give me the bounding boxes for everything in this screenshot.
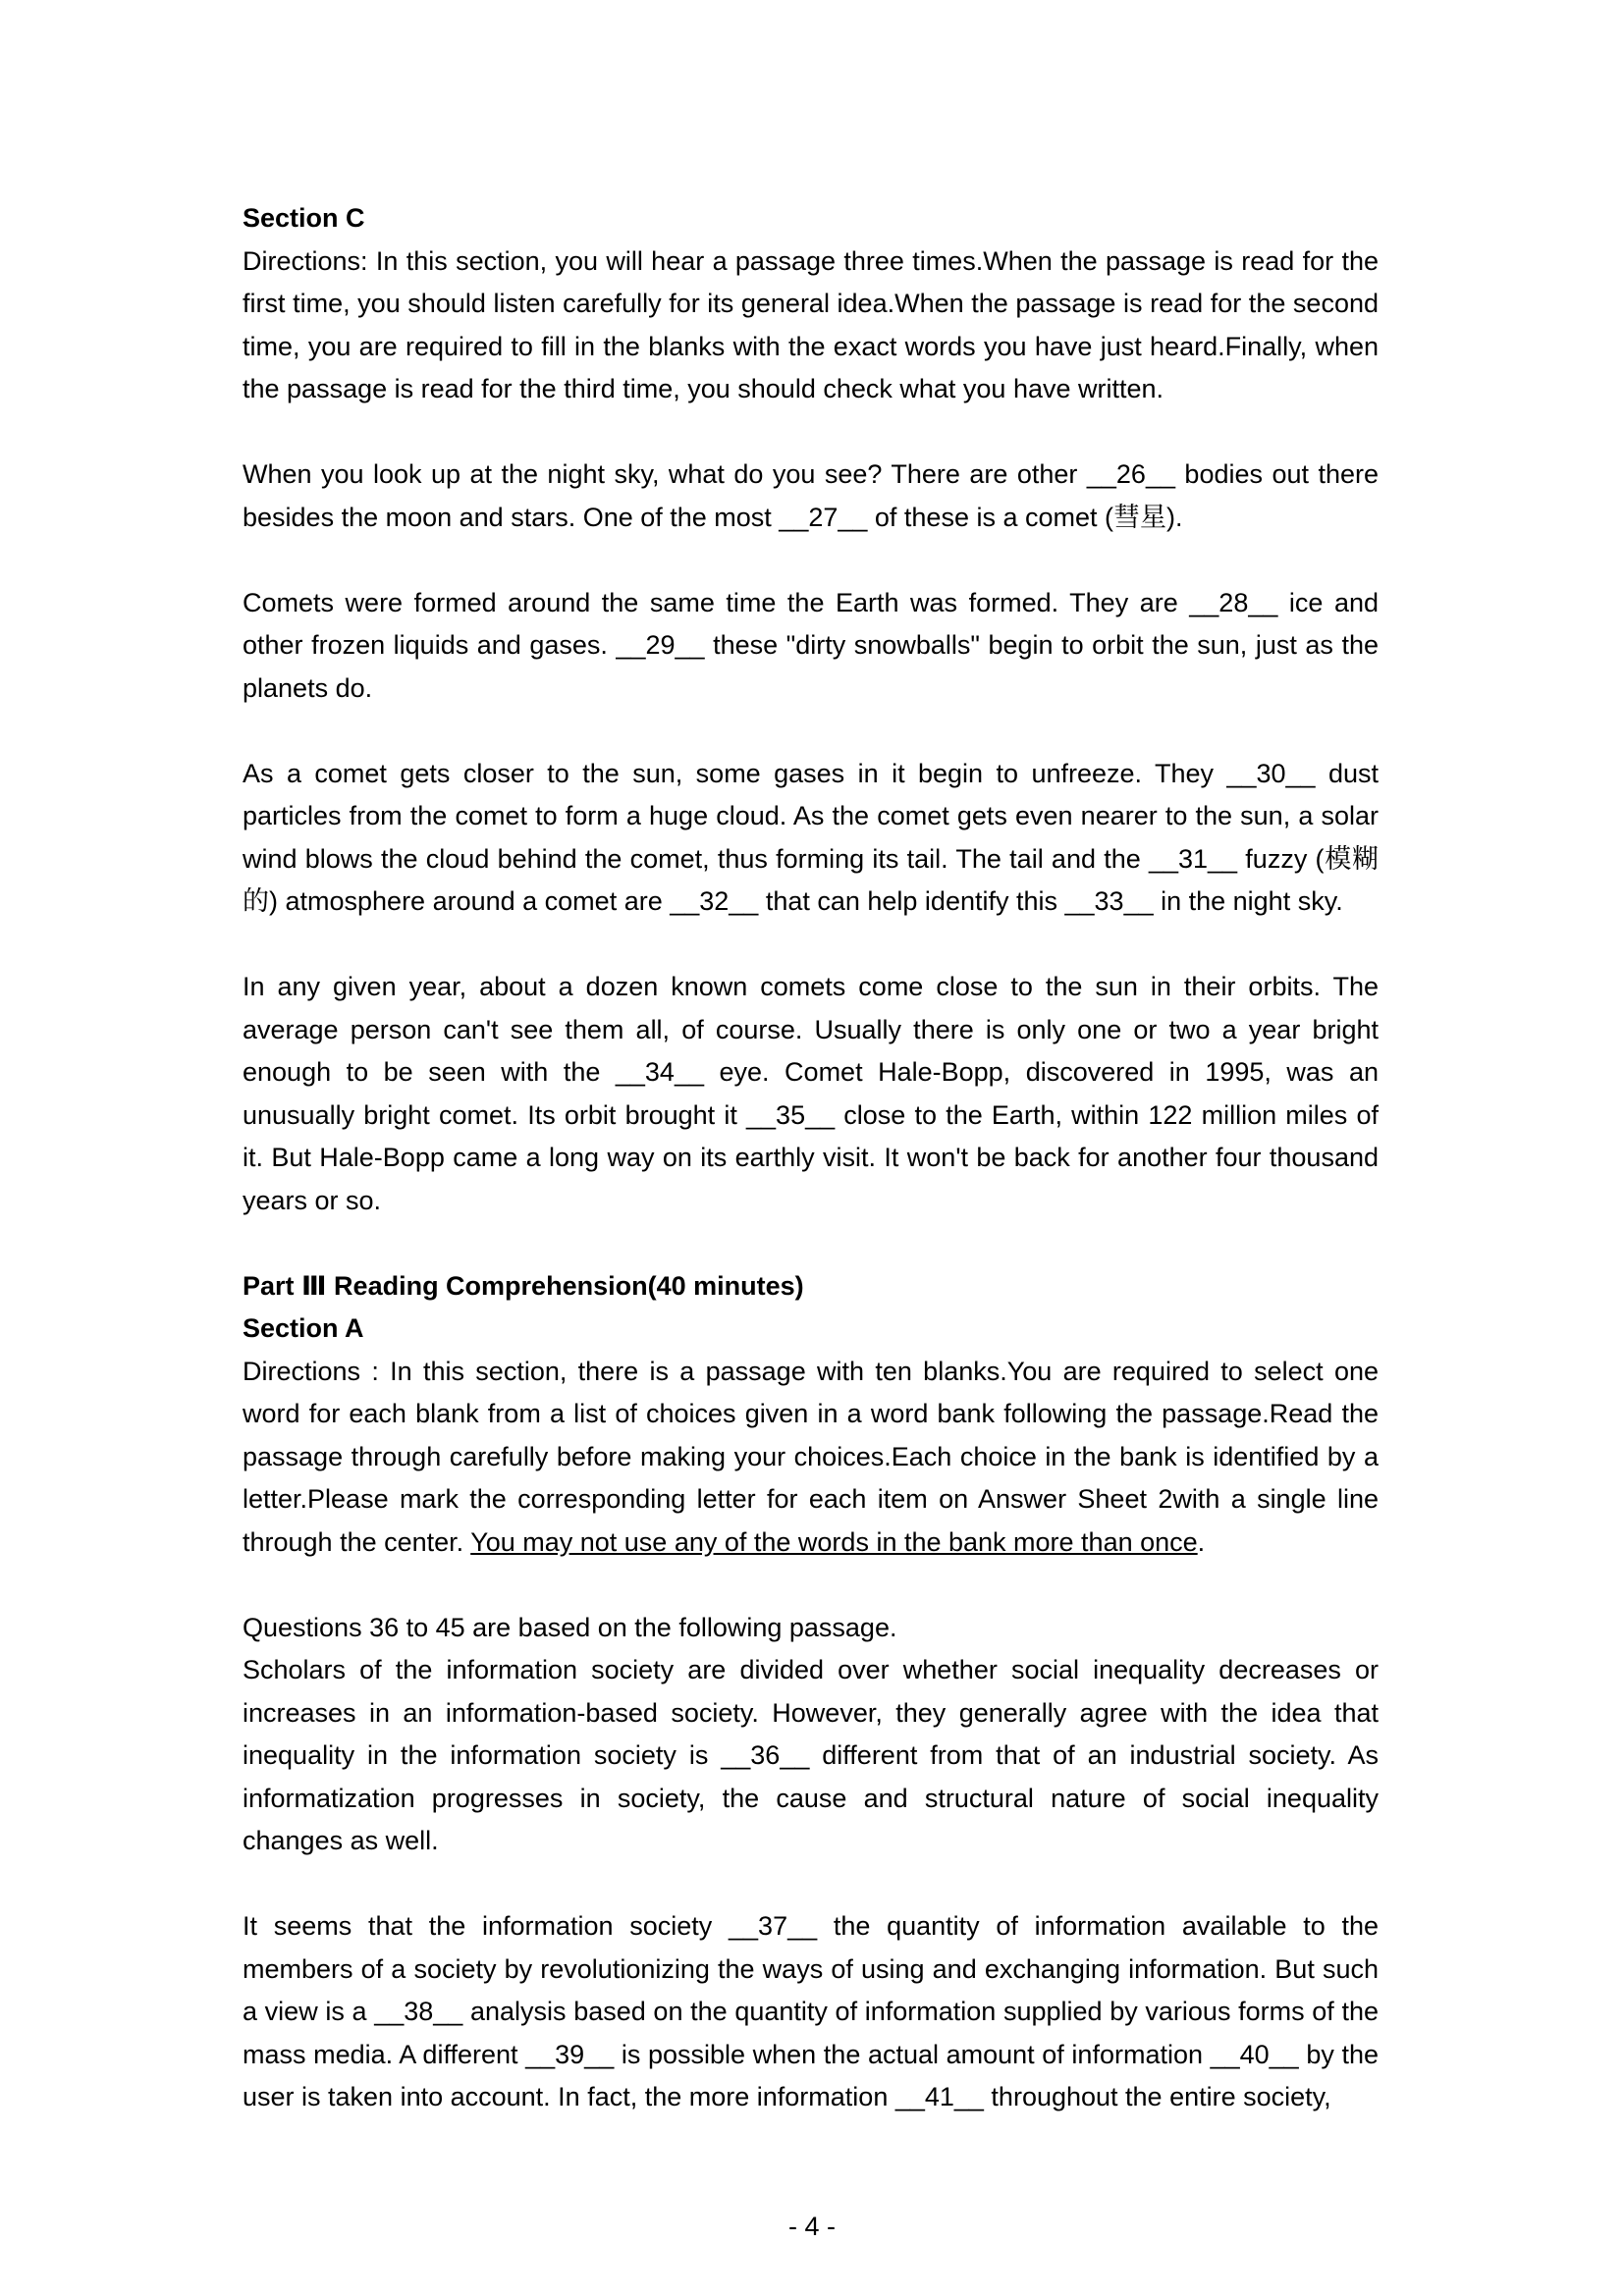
listening-passage-paragraph-2: Comets were formed around the same time the Earth was formed. They are __28__ ice and other frozen liquids and gases. __29__ these "dirty snowballs" begin to orbit the sun, just as the planets do. bbox=[243, 587, 1379, 703]
section-a-directions bbox=[243, 1351, 1379, 1565]
section-c-directions: Directions: In this section, you will hear a passage three times.When the passage is read for the first time, you should listen carefully for its general idea.When the passage is read for the second time, you are required to fill in the blanks with the exact words you have just heard.Finally, when the passage is read for the third time, you should check what you have written. bbox=[243, 245, 1379, 403]
listening-passage-paragraph-1: When you look up at the night sky, what do you see? There are other __26__ bodies out there besides the moon and stars. One of the most __27__ of these is a comet (彗星). bbox=[243, 459, 1379, 532]
listening-passage-paragraph-3: As a comet gets closer to the sun, some gases in it begin to unfreeze. They __30__ dust particles from the comet to form a huge cloud. As the comet gets even nearer to the sun, a solar wind blows the cloud behind the comet, thus forming its tail. The tail and the __31__ fuzzy (模糊的) atmosphere around a comet are __32__ that can help identify this __33__ in the night sky. bbox=[243, 758, 1379, 916]
section-a-directions-main: Directions : In this section, there is a passage with ten blanks.You are required to select one word for each blank from a list of choices given in a word bank following the passage.Read the passage through carefully before making your choices.Each choice in the bank is identified by a letter.Please mark the corresponding letter for each item on Answer Sheet 2with a single line through the center. bbox=[243, 1356, 1379, 1557]
reading-passage-paragraph-1: Scholars of the information society are divided over whether social inequality decreases or increases in an information-based society. However, they generally agree with the idea that inequality in the information society is __36__ different from that of an industrial society. As informatization progresses in society, the cause and structural nature of social inequality changes as well. bbox=[243, 1655, 1379, 1855]
reading-passage-paragraph-2: It seems that the information society __37__ the quantity of information available to the members of a society by revolutionizing the ways of using and exchanging information. But such a view is a __38__ analysis based on the quantity of information supplied by various forms of the mass media. A different __39__ is possible when the actual amount of information __40__ by the user is taken into account. In fact, the more information __41__ throughout the entire society, bbox=[243, 1911, 1379, 2111]
section-c-heading: Section C bbox=[243, 203, 365, 233]
questions-range-intro: Questions 36 to 45 are based on the following passage. bbox=[243, 1612, 897, 1642]
section-a-heading: Section A bbox=[243, 1313, 364, 1343]
page-number: - 4 - bbox=[787, 2212, 836, 2241]
section-a-directions-tail: . bbox=[1197, 1526, 1206, 1557]
part-iii-heading: Part Ⅲ Reading Comprehension(40 minutes) bbox=[243, 1270, 804, 1301]
section-a-directions-underlined-rule: You may not use any of the words in the bank more than once bbox=[470, 1526, 1198, 1557]
listening-passage-paragraph-4: In any given year, about a dozen known comets come close to the sun in their orbits. The average person can't see them all, of course. Usually there is only one or two a year bright enough to be seen with the __34__ eye. Comet Hale-Bopp, discovered in 1995, was an unusually bright comet. Its orbit brought it __35__ close to the Earth, within 122 million miles of it. But Hale-Bopp came a long way on its earthly visit. It won't be back for another four thousand years or so. bbox=[243, 972, 1379, 1215]
